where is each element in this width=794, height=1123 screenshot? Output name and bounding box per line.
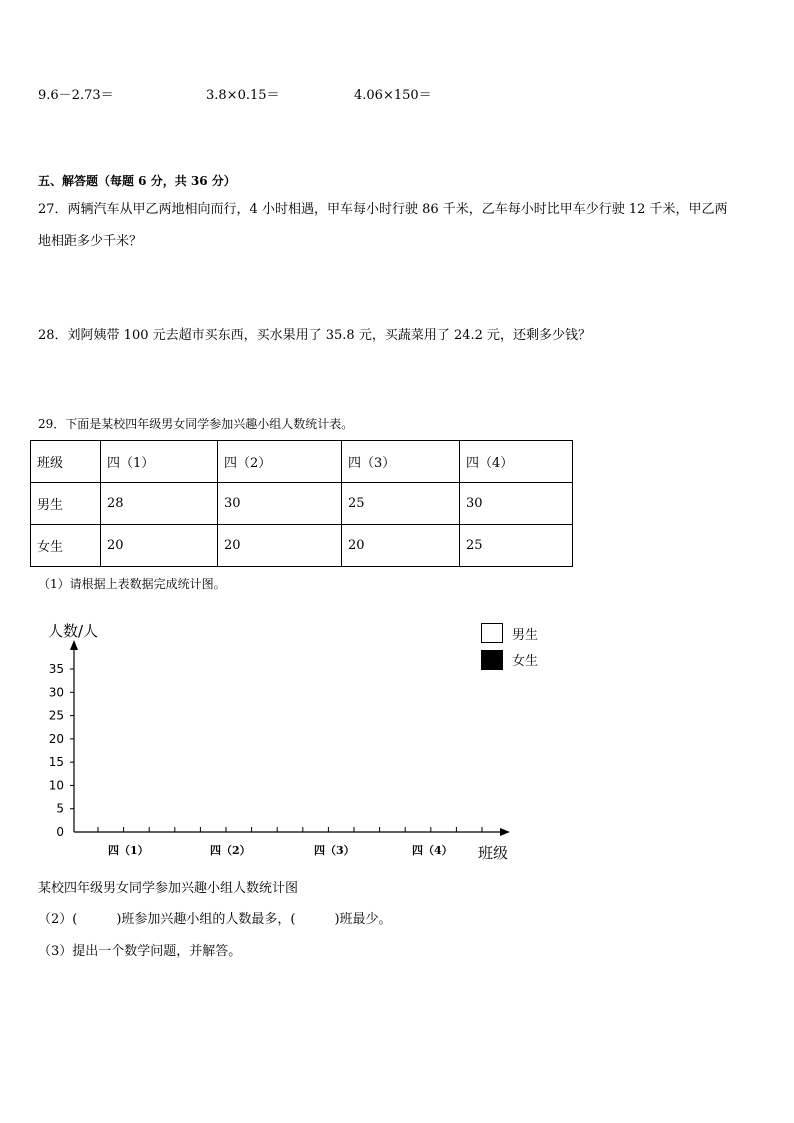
table-cell: 男生 <box>31 483 101 525</box>
x-category-labels <box>108 844 453 857</box>
table-cell: 30 <box>218 483 342 525</box>
question-27-line1: 27．两辆汽车从甲乙两地相向而行，4 小时相遇，甲车每小时行驶 86 千米，乙车每小时比甲车少行驶 12 千米，甲乙两 <box>38 202 728 217</box>
x-tick-label: 四（1） <box>108 844 149 857</box>
x-tick-label: 四（2） <box>210 844 251 857</box>
y-tick-label: 15 <box>48 755 64 770</box>
table-cell: 28 <box>101 483 218 525</box>
y-tick-label: 35 <box>48 662 64 676</box>
sub-question-1: （1）请根据上表数据完成统计图。 <box>38 577 226 591</box>
table-cell: 20 <box>101 525 218 567</box>
x-tick-label: 四（4） <box>412 844 453 857</box>
table-cell: 四（4） <box>460 441 573 483</box>
legend-label-girls: 女生 <box>512 654 539 669</box>
table-cell: 20 <box>218 525 342 567</box>
table-cell: 25 <box>460 525 573 567</box>
legend-label-boys: 男生 <box>512 628 539 643</box>
y-axis-label: 人数/人 <box>48 622 99 640</box>
legend-swatch-girls <box>481 650 503 670</box>
calc-item-3: 4.06×150＝ <box>354 88 432 103</box>
table-cell: 四（1） <box>101 441 218 483</box>
calc-item-2: 3.8×0.15＝ <box>206 88 280 103</box>
table-header-row <box>31 441 573 483</box>
question-28: 28．刘阿姨带 100 元去超市买东西，买水果用了 35.8 元，买蔬菜用了 24.2 元，还剩多少钱？ <box>38 328 592 343</box>
y-ticks <box>49 662 74 839</box>
y-tick-label: 10 <box>48 778 64 793</box>
table-row <box>31 483 573 525</box>
y-tick-label: 30 <box>48 685 64 700</box>
table-cell: 20 <box>342 525 460 567</box>
y-axis-arrow <box>70 640 78 650</box>
table-cell: 班级 <box>31 441 101 483</box>
sub-question-2: （2）( )班参加兴趣小组的人数最多，( )班最少。 <box>38 912 392 927</box>
question-27-line2: 地相距多少千米？ <box>38 234 143 249</box>
table-cell: 四（3） <box>342 441 460 483</box>
x-axis-label: 班级 <box>478 844 509 862</box>
calc-item-1: 9.6－2.73＝ <box>38 88 114 103</box>
x-tick-label: 四（3） <box>314 844 355 857</box>
sub-question-3: （3）提出一个数学问题，并解答。 <box>38 944 242 959</box>
y-tick-label: 20 <box>48 731 64 746</box>
bar-chart <box>0 600 560 870</box>
table-cell: 四（2） <box>218 441 342 483</box>
y-tick-label: 25 <box>48 708 64 723</box>
legend-swatch-boys <box>481 623 503 643</box>
stats-table <box>30 440 573 567</box>
table-cell: 25 <box>342 483 460 525</box>
table-cell: 30 <box>460 483 573 525</box>
table-cell: 女生 <box>31 525 101 567</box>
question-29-intro: 29．下面是某校四年级男女同学参加兴趣小组人数统计表。 <box>38 417 354 431</box>
x-ticks <box>98 827 482 832</box>
table-row <box>31 525 573 567</box>
y-tick-label: 5 <box>56 801 64 816</box>
y-tick-label: 0 <box>56 825 64 839</box>
x-axis-arrow <box>500 828 510 836</box>
section-heading: 五、解答题（每题 6 分，共 36 分） <box>38 174 236 188</box>
chart-title: 某校四年级男女同学参加兴趣小组人数统计图 <box>38 881 299 896</box>
